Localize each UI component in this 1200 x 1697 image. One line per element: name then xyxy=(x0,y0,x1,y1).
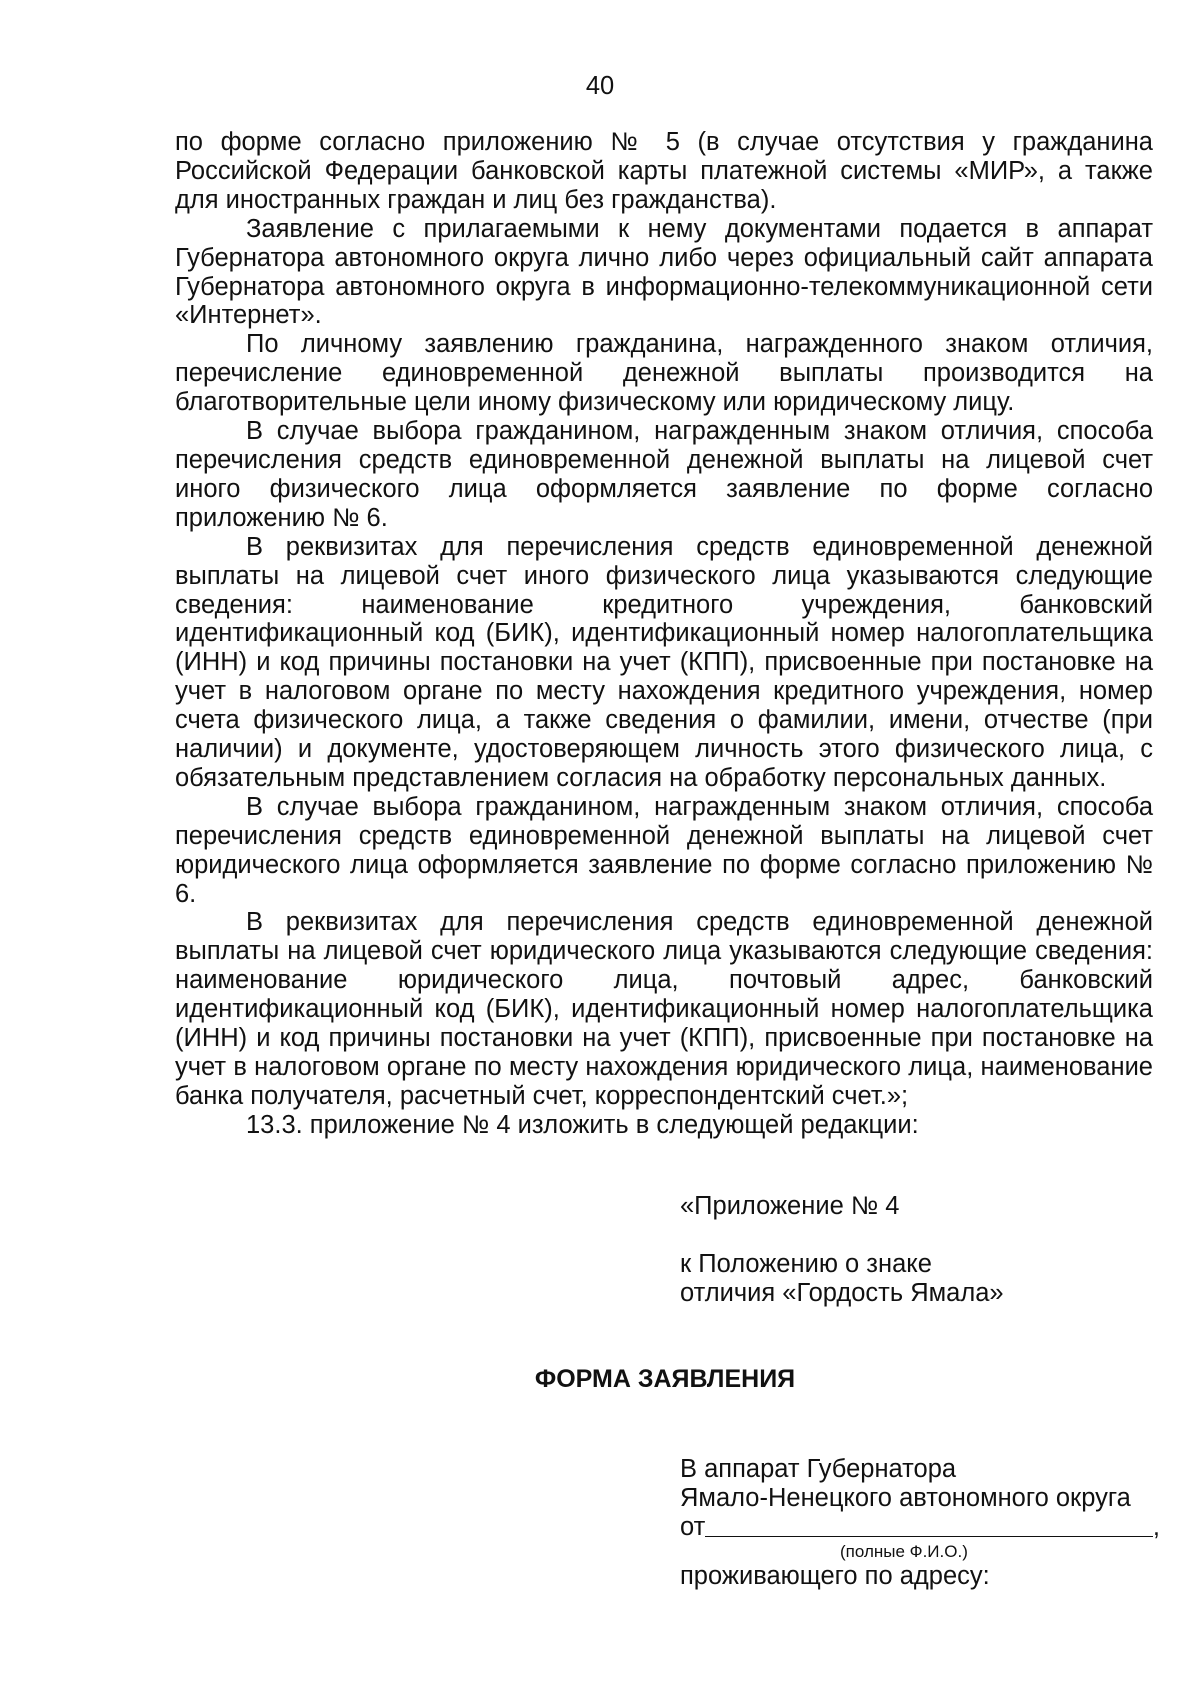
name-blank-line xyxy=(705,1516,1153,1537)
paragraph-legal-entity-choice: В случае выбора гражданином, награжденным знаком отличия, способа перечисления средств единовременной денежной выплаты на лицевой счет юридического лица оформляется заявление по форме согласно приложению № 6. xyxy=(175,792,1153,908)
paragraph-legal-entity-details: В реквизитах для перечисления средств единовременной денежной выплаты на лицевой счет юридического лица указываются следующие сведения: наименование юридического лица, почтовый адрес, банковский идентификационный код (БИК), идентификационный номер налогоплательщика (ИНН) и код причины постановки на учет (КПП), присвоенные при постановке на учет в налоговом органе по месту нахождения юридического лица, наименование банка получателя, расчетный счет, корреспондентский счет.»; xyxy=(175,908,1153,1110)
page-number: 40 xyxy=(585,72,615,100)
appendix-ref-line1: к Положению о знаке xyxy=(680,1249,932,1278)
addressee-line2: Ямало-Ненецкого автономного округа xyxy=(680,1483,1131,1512)
from-comma: , xyxy=(1152,1512,1160,1541)
appendix-header xyxy=(680,1192,1160,1308)
appendix-title: «Приложение № 4 xyxy=(680,1192,900,1220)
addressee-line1: В аппарат Губернатора xyxy=(680,1455,957,1483)
paragraph-individual-details: В реквизитах для перечисления средств единовременной денежной выплаты на лицевой счет иного физического лица указываются следующие сведения: наименование кредитного учреждения, банковский идентификационный код (БИК), идентификационный номер налогоплательщика (ИНН) и код причины постановки на учет (КПП), присвоенные при постановке на учет в налоговом органе по месту нахождения кредитного учреждения, номер счета физического лица, а также сведения о фамилии, имени, отчестве (при наличии) и документе, удостоверяющем личность этого физического лица, с обязательным представлением согласия на обработку персональных данных. xyxy=(175,532,1153,792)
paragraph-amendment: 13.3. приложение № 4 изложить в следующей редакции: xyxy=(246,1110,919,1139)
document-body xyxy=(175,128,1153,1140)
form-title: ФОРМА ЗАЯВЛЕНИЯ xyxy=(534,1365,796,1393)
appendix-ref-line2: отличия «Гордость Ямала» xyxy=(680,1278,1004,1307)
paragraph-continuation: по форме согласно приложению № 5 (в случае отсутствия у гражданина Российской Федерации банковской карты платежной системы «МИР», а также для иностранных граждан и лиц без гражданства). xyxy=(175,128,1153,214)
paragraph-individual-choice: В случае выбора гражданином, награжденным знаком отличия, способа перечисления средств единовременной денежной выплаты на лицевой счет иного физического лица оформляется заявление по форме согласно приложению № 6. xyxy=(175,417,1153,532)
spacer xyxy=(680,1221,1160,1250)
paragraph-submission: Заявление с прилагаемыми к нему документами подается в аппарат Губернатора автономного округа лично либо через официальный сайт аппарата Губернатора автономного округа в информационно-телекоммуникационной сети «Интернет». xyxy=(175,214,1153,330)
full-name-hint: (полные Ф.И.О.) xyxy=(840,1541,968,1561)
from-label: от xyxy=(680,1512,706,1541)
residence-label: проживающего по адресу: xyxy=(680,1561,990,1590)
paragraph-charity: По личному заявлению гражданина, награжденного знаком отличия, перечисление единовременной денежной выплаты производится на благотворительные цели иному физическому или юридическому лицу. xyxy=(175,330,1153,417)
addressee-block xyxy=(680,1455,1160,1591)
from-line xyxy=(680,1513,1160,1542)
